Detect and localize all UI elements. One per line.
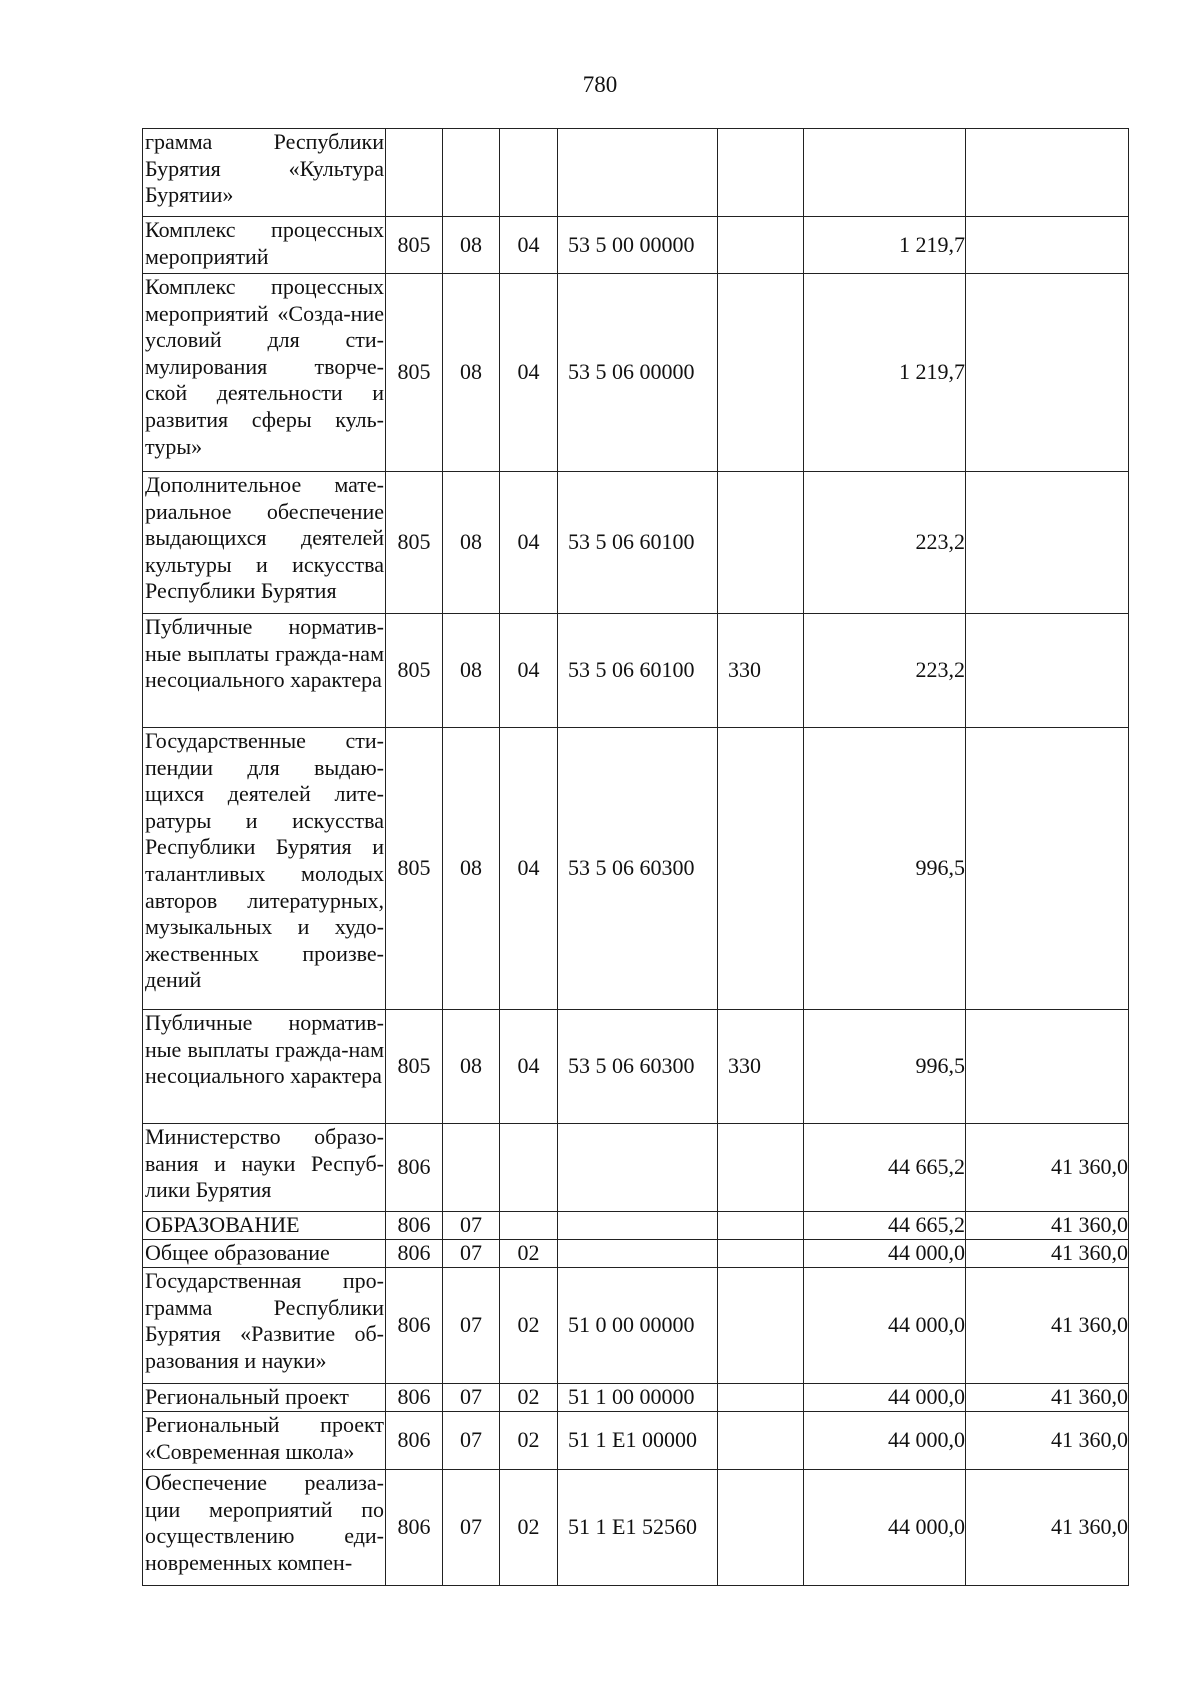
row-amount-2-cell	[966, 129, 1129, 217]
row-target-item-cell: 51 0 00 00000	[558, 1268, 718, 1384]
row-subsection-code-cell	[500, 1212, 558, 1240]
row-name-cell: Государственные сти-пендии для выдаю-щихся деятелей лите-ратуры и искусства Республики Бурятия и талантливых молодых авторов литературных, музыкальных и худо-жественных произве-дений	[143, 728, 386, 1010]
row-admin-code-cell: 806	[386, 1470, 443, 1586]
row-subsection-code-cell	[500, 129, 558, 217]
row-name-cell: Дополнительное мате-риальное обеспечение выдающихся деятелей культуры и искусства Республики Бурятия	[143, 472, 386, 614]
row-name-cell: Региональный проект	[143, 1384, 386, 1412]
row-expense-type-cell	[718, 217, 804, 274]
row-subsection-code-cell: 04	[500, 274, 558, 472]
row-expense-type-cell	[718, 1470, 804, 1586]
row-name-cell: грамма Республики Бурятия «Культура Бурятии»	[143, 129, 386, 217]
table-row	[143, 1470, 1129, 1586]
row-name-cell: Комплекс процессных мероприятий «Созда-ние условий для сти-мулирования творче-ской деятельности и развития сферы куль-туры»	[143, 274, 386, 472]
row-name-cell: Общее образование	[143, 1240, 386, 1268]
row-subsection-code-cell: 04	[500, 217, 558, 274]
row-name-cell: Региональный проект «Современная школа»	[143, 1412, 386, 1470]
row-amount-1-cell	[804, 129, 966, 217]
row-amount-2-cell: 41 360,0	[966, 1240, 1129, 1268]
row-name-cell: Обеспечение реализа-ции мероприятий по осуществлению еди-новременных компен-	[143, 1470, 386, 1586]
row-subsection-code-cell: 02	[500, 1384, 558, 1412]
table-row	[143, 274, 1129, 472]
row-amount-2-cell	[966, 728, 1129, 1010]
table-row	[143, 1124, 1129, 1212]
row-subsection-code-cell: 02	[500, 1412, 558, 1470]
row-amount-2-cell: 41 360,0	[966, 1124, 1129, 1212]
table-row	[143, 728, 1129, 1010]
row-admin-code-cell	[386, 129, 443, 217]
row-section-code-cell: 08	[443, 614, 500, 728]
row-amount-2-cell: 41 360,0	[966, 1268, 1129, 1384]
table-row	[143, 1384, 1129, 1412]
row-admin-code-cell: 806	[386, 1412, 443, 1470]
row-expense-type-cell	[718, 1240, 804, 1268]
table-row	[143, 217, 1129, 274]
table-row	[143, 1212, 1129, 1240]
row-expense-type-cell	[718, 1384, 804, 1412]
row-name-cell: Публичные норматив-ные выплаты гражда-нам несоциального характера	[143, 1010, 386, 1124]
row-target-item-cell: 53 5 06 60100	[558, 614, 718, 728]
table-row	[143, 1268, 1129, 1384]
row-section-code-cell: 07	[443, 1212, 500, 1240]
table-row	[143, 1010, 1129, 1124]
row-section-code-cell: 07	[443, 1412, 500, 1470]
row-admin-code-cell: 805	[386, 614, 443, 728]
row-target-item-cell: 53 5 06 00000	[558, 274, 718, 472]
row-amount-1-cell: 44 665,2	[804, 1124, 966, 1212]
row-admin-code-cell: 805	[386, 728, 443, 1010]
row-section-code-cell: 07	[443, 1384, 500, 1412]
row-amount-1-cell: 44 000,0	[804, 1470, 966, 1586]
row-name-cell: Публичные норматив-ные выплаты гражда-нам несоциального характера	[143, 614, 386, 728]
row-amount-1-cell: 44 000,0	[804, 1268, 966, 1384]
row-section-code-cell: 08	[443, 728, 500, 1010]
row-target-item-cell: 53 5 06 60100	[558, 472, 718, 614]
row-section-code-cell	[443, 129, 500, 217]
row-subsection-code-cell: 02	[500, 1240, 558, 1268]
row-target-item-cell: 53 5 06 60300	[558, 1010, 718, 1124]
row-name-cell: Министерство образо-вания и науки Респуб-лики Бурятия	[143, 1124, 386, 1212]
row-amount-1-cell: 44 000,0	[804, 1384, 966, 1412]
row-target-item-cell: 53 5 06 60300	[558, 728, 718, 1010]
row-subsection-code-cell: 04	[500, 472, 558, 614]
row-admin-code-cell: 806	[386, 1240, 443, 1268]
row-amount-1-cell: 44 665,2	[804, 1212, 966, 1240]
row-target-item-cell	[558, 1124, 718, 1212]
row-admin-code-cell: 806	[386, 1212, 443, 1240]
row-expense-type-cell	[718, 728, 804, 1010]
row-expense-type-cell	[718, 1124, 804, 1212]
row-expense-type-cell	[718, 274, 804, 472]
row-admin-code-cell: 806	[386, 1124, 443, 1212]
row-section-code-cell: 08	[443, 472, 500, 614]
row-amount-2-cell	[966, 1010, 1129, 1124]
row-target-item-cell	[558, 129, 718, 217]
table-row	[143, 1240, 1129, 1268]
row-section-code-cell: 07	[443, 1470, 500, 1586]
row-expense-type-cell	[718, 1268, 804, 1384]
row-expense-type-cell	[718, 1212, 804, 1240]
row-admin-code-cell: 806	[386, 1268, 443, 1384]
row-amount-2-cell: 41 360,0	[966, 1412, 1129, 1470]
table-row	[143, 614, 1129, 728]
row-expense-type-cell	[718, 1412, 804, 1470]
page-number: 780	[582, 72, 618, 97]
row-expense-type-cell: 330	[718, 614, 804, 728]
row-name-cell: Комплекс процессных мероприятий	[143, 217, 386, 274]
table-row	[143, 472, 1129, 614]
row-admin-code-cell: 805	[386, 472, 443, 614]
row-amount-1-cell: 996,5	[804, 728, 966, 1010]
row-subsection-code-cell: 02	[500, 1268, 558, 1384]
row-amount-1-cell: 44 000,0	[804, 1240, 966, 1268]
row-amount-1-cell: 996,5	[804, 1010, 966, 1124]
row-amount-2-cell	[966, 217, 1129, 274]
row-expense-type-cell	[718, 129, 804, 217]
row-subsection-code-cell: 02	[500, 1470, 558, 1586]
row-amount-2-cell: 41 360,0	[966, 1470, 1129, 1586]
row-amount-2-cell: 41 360,0	[966, 1384, 1129, 1412]
row-target-item-cell: 51 1 Е1 00000	[558, 1412, 718, 1470]
row-subsection-code-cell: 04	[500, 728, 558, 1010]
row-target-item-cell: 51 1 00 00000	[558, 1384, 718, 1412]
row-admin-code-cell: 805	[386, 274, 443, 472]
row-target-item-cell	[558, 1240, 718, 1268]
row-subsection-code-cell: 04	[500, 614, 558, 728]
row-expense-type-cell: 330	[718, 1010, 804, 1124]
row-amount-2-cell	[966, 472, 1129, 614]
row-section-code-cell: 08	[443, 274, 500, 472]
row-amount-2-cell	[966, 614, 1129, 728]
table-body	[143, 129, 1129, 1586]
row-amount-2-cell: 41 360,0	[966, 1212, 1129, 1240]
row-expense-type-cell	[718, 472, 804, 614]
row-target-item-cell: 51 1 Е1 52560	[558, 1470, 718, 1586]
row-subsection-code-cell: 04	[500, 1010, 558, 1124]
row-amount-1-cell: 1 219,7	[804, 217, 966, 274]
row-admin-code-cell: 805	[386, 217, 443, 274]
row-section-code-cell: 07	[443, 1268, 500, 1384]
row-section-code-cell: 07	[443, 1240, 500, 1268]
row-target-item-cell: 53 5 00 00000	[558, 217, 718, 274]
row-section-code-cell: 08	[443, 217, 500, 274]
row-amount-1-cell: 223,2	[804, 472, 966, 614]
row-name-cell: ОБРАЗОВАНИЕ	[143, 1212, 386, 1240]
row-amount-1-cell: 44 000,0	[804, 1412, 966, 1470]
row-amount-1-cell: 223,2	[804, 614, 966, 728]
row-admin-code-cell: 806	[386, 1384, 443, 1412]
row-target-item-cell	[558, 1212, 718, 1240]
row-subsection-code-cell	[500, 1124, 558, 1212]
row-section-code-cell: 08	[443, 1010, 500, 1124]
row-section-code-cell	[443, 1124, 500, 1212]
row-amount-1-cell: 1 219,7	[804, 274, 966, 472]
table-row	[143, 129, 1129, 217]
table-row	[143, 1412, 1129, 1470]
budget-table	[142, 128, 1129, 1586]
row-admin-code-cell: 805	[386, 1010, 443, 1124]
row-amount-2-cell	[966, 274, 1129, 472]
row-name-cell: Государственная про-грамма Республики Бурятия «Развитие об-разования и науки»	[143, 1268, 386, 1384]
